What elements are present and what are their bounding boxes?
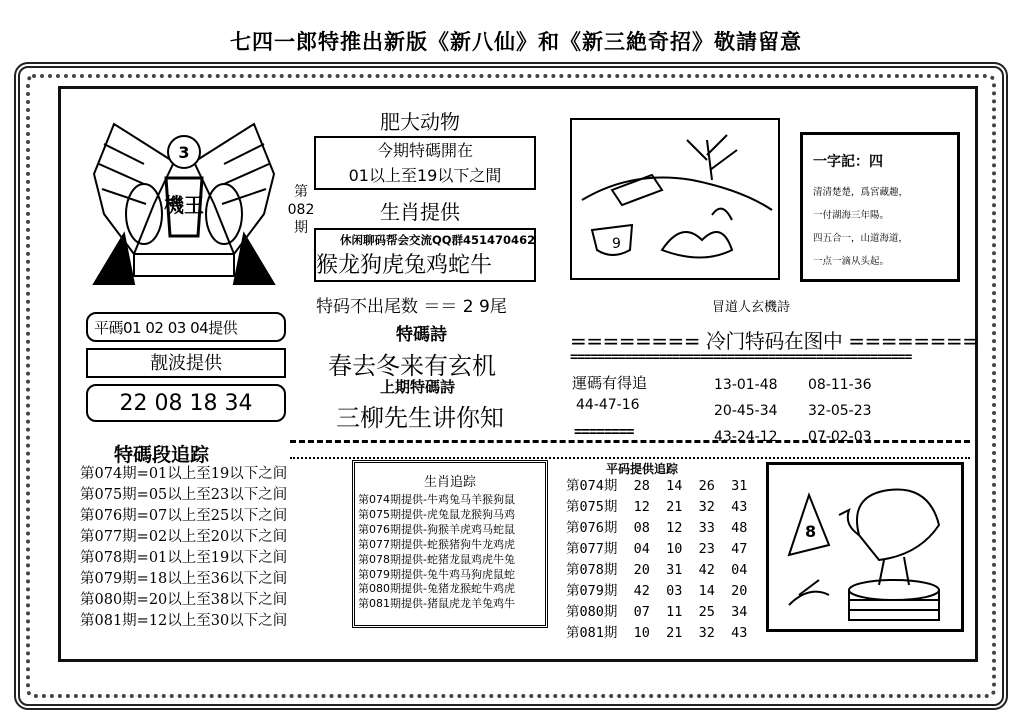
logo-circle-text: 3	[178, 143, 190, 162]
list-item: 第080期 07 11 25 34	[566, 604, 748, 620]
logo-text: 機王	[164, 193, 204, 217]
flat-codes-box: 平碼01 02 03 04提供	[86, 312, 286, 342]
cold-left-code: 44-47-16	[576, 397, 640, 413]
list-item: 第076期提供-狗猴羊虎鸡马蛇鼠	[358, 522, 515, 536]
riddle-caption: 冒道人玄機詩	[712, 300, 791, 315]
list-item: 第077期提供-蛇猴猪狗牛龙鸡虎	[358, 537, 515, 551]
list-item: 第080期=20以上至38以下之间	[80, 592, 288, 608]
list-item: 第081期=12以上至30以下之间	[80, 613, 288, 629]
poem-title: 特碼詩	[396, 325, 447, 345]
segment-title: 特碼段追踪	[114, 444, 210, 466]
cold-col1: 13-01-48 20-45-34 43-24-12	[714, 377, 778, 445]
riddle-title: 一字記：四	[813, 154, 883, 170]
zodiac-track-box	[352, 460, 548, 628]
bowl-digit: 9	[612, 236, 621, 252]
list-item: 第079期提供-兔牛鸡马狗虎鼠蛇	[358, 567, 515, 581]
list-item: 第076期=07以上至25以下之间	[80, 508, 288, 524]
list-item: 第074期=01以上至19以下之间	[80, 466, 288, 482]
wave-title: 靓波提供	[86, 348, 286, 378]
list-item: 第080期提供-兔猪龙猴蛇牛鸡虎	[358, 582, 515, 596]
cold-col2: 08-11-36 32-05-23 07-02-03	[808, 377, 872, 445]
list-item: 第075期=05以上至23以下之间	[80, 487, 288, 503]
zodiac-track-title: 生肖追踪	[423, 475, 476, 490]
zodiac-track-list	[358, 493, 515, 612]
decorative-divider	[290, 440, 970, 459]
flat-track-title: 平码提供追踪	[606, 462, 679, 476]
cold-code-banner: ======== 冷门特码在图中 ========	[570, 329, 979, 353]
list-item: 第074期 28 14 26 31	[566, 478, 748, 494]
list-item: 第077期=02以上至20以下之间	[80, 529, 288, 545]
header-notice: 七四一郎特推出新版《新八仙》和《新三絶奇招》敬請留意	[230, 29, 802, 54]
list-item: 第081期 10 21 32 43	[566, 625, 748, 641]
equals-line: ==================================================	[570, 350, 912, 365]
wave-numbers: 22 08 18 34	[86, 384, 286, 422]
last-poem-title: 上期特碼詩	[380, 378, 456, 396]
riddle-text: 清清楚楚，爲宮藏趣， 一付湖海三年陽。 四五合一，山道海道， 一点一滴从头起。	[813, 187, 909, 267]
tail-number: 特码不出尾数 ＝＝ 2 9尾	[316, 297, 507, 317]
poem-line: 春去冬来有玄机	[328, 352, 496, 380]
list-item: 第075期提供-虎兔鼠龙猴狗马鸡	[358, 507, 515, 521]
list-item: 第077期 04 10 23 47	[566, 541, 748, 557]
list-item: 第075期 12 21 32 43	[566, 499, 748, 515]
list-item: 第079期 42 03 14 20	[566, 583, 748, 599]
list-item: 第081期提供-猪鼠虎龙羊兔鸡牛	[358, 597, 515, 611]
landscape-drawing-icon	[572, 120, 778, 278]
flat-track-list	[566, 476, 747, 644]
title-fat-animal: 肥大动物	[380, 110, 460, 134]
heron-drawing-icon	[769, 465, 961, 629]
cold-label: 運碼有得追	[572, 374, 648, 392]
list-item: 第074期提供-牛鸡兔马羊猴狗鼠	[358, 493, 515, 506]
cold-left-equals: ========	[574, 424, 634, 440]
issue-number: 第 082 期	[287, 184, 315, 236]
eagle-logo-icon	[74, 104, 294, 294]
segment-list	[80, 464, 287, 632]
riddle-box	[800, 132, 960, 282]
qq-group: 休闲聊码帮会交流QQ群451470462	[340, 233, 536, 247]
bird-picture-panel	[766, 462, 964, 632]
list-item: 第078期=01以上至19以下之间	[80, 550, 288, 566]
zodiac-list: 猴龙狗虎兔鸡蛇牛	[316, 253, 493, 278]
list-item: 第078期提供-蛇猪龙鼠鸡虎牛兔	[358, 552, 515, 566]
list-item: 第076期 08 12 33 48	[566, 520, 748, 536]
title-zodiac: 生肖提供	[380, 200, 460, 224]
special-code-range-box: 今期特碼開在 01以上至19以下之間	[314, 136, 536, 190]
list-item: 第078期 20 31 42 04	[566, 562, 748, 578]
tag-digit: 8	[805, 522, 817, 541]
picture-panel	[570, 118, 780, 280]
list-item: 第079期=18以上至36以下之间	[80, 571, 288, 587]
last-poem-line: 三柳先生讲你知	[336, 404, 504, 432]
